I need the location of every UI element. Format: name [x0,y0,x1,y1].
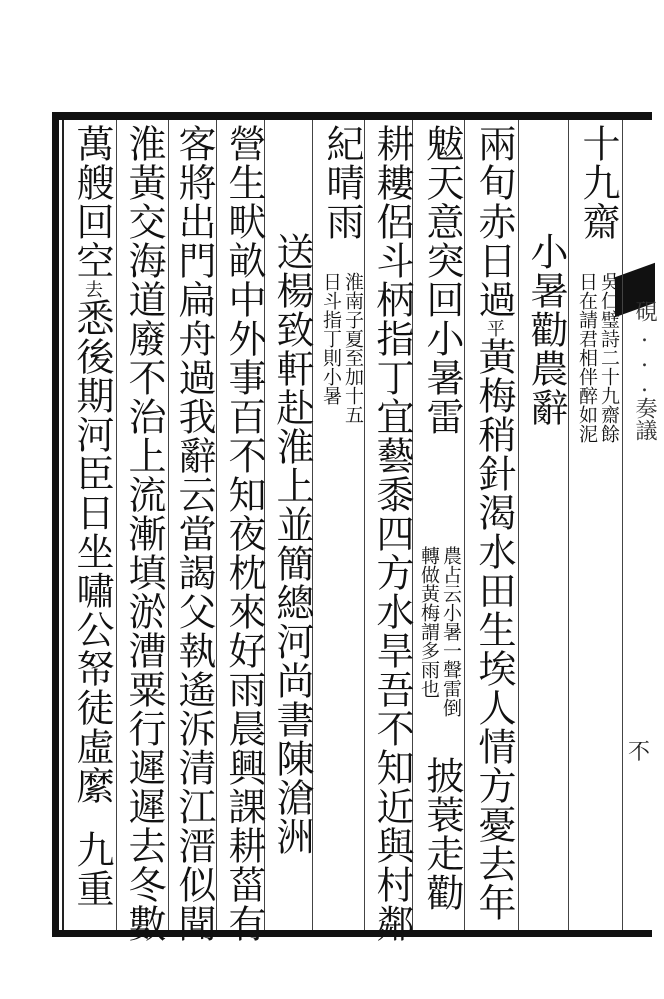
text-column-4 [418,124,466,436]
text-column-9 [170,124,218,943]
column-11-text-c: 九重 [70,830,114,908]
frame-top-border [52,112,652,120]
column-4-annotation-left: 轉做黃梅謂多雨也 [418,546,440,698]
spine-edge-mark: 不 [628,740,651,765]
column-6-text: 紀晴雨 [320,124,364,241]
poem-title-1: 小暑勸農辭 [524,232,568,427]
column-3-tone-mark: 平 [484,319,505,337]
frame-left-border [52,112,59,937]
column-1-annotation-left: 日在請君相伴醉如泥 [576,272,598,443]
column-rule [622,120,623,930]
column-4-annotation-right: 農占云小暑一聲雷倒 [440,546,462,717]
column-4-text-b: 披蓑走勸 [420,756,464,912]
text-column-10 [120,124,168,943]
text-column-6 [318,124,366,241]
column-6-annotation-right: 淮南子夏至加十五 [342,272,364,424]
text-column-11-tail [68,830,116,908]
column-3-text-b: 黃梅稍針渴水田生埃人情方憂去年 [472,337,516,922]
poem-title-2: 送楊致軒赴淮上並簡總河尚書陳滄洲 [270,232,314,856]
column-1-main-text: 十九齋 [576,124,620,241]
column-11-text-a: 萬艘回空 [70,124,114,280]
column-6-annotation-left: 日斗指丁則小暑 [320,272,342,405]
column-5-text: 耕耬侶斗柄指丁宜藝黍四方水旱吾不知近與村鄰 [370,124,414,943]
frame-inner-left-border [62,120,64,930]
column-10-text: 淮黃交海道廢不治上流漸填淤漕粟行遲遲去冬數 [122,124,166,943]
column-rule [518,120,519,930]
column-8-text: 營生畎畝中外事百不知夜枕來好雨晨興課耕菑有 [222,124,266,943]
column-3-text-a: 兩旬赤日過 [472,124,516,319]
column-4-text-a: 魃天意突回小暑雷 [420,124,464,436]
column-11-text-b: 悉後期河臣日坐嘯公帑徒虛縻 [70,298,114,805]
spine-edge-text: 硯...奏議 [632,300,657,441]
text-column-3 [470,124,518,922]
column-11-tone-mark: 去 [82,280,103,298]
text-column-1 [574,124,622,241]
column-rule [116,120,117,930]
text-column-11 [68,124,116,805]
text-column-8 [220,124,268,943]
text-column-5 [368,124,416,943]
column-9-text: 客將出門扁舟過我辭云當謁父執遙泝清江溍似聞 [172,124,216,943]
column-rule [364,120,365,930]
column-rule [168,120,169,930]
text-column-4-tail [418,756,466,912]
column-1-annotation-right: 吳仁璧詩二十九齋餘 [598,272,620,443]
